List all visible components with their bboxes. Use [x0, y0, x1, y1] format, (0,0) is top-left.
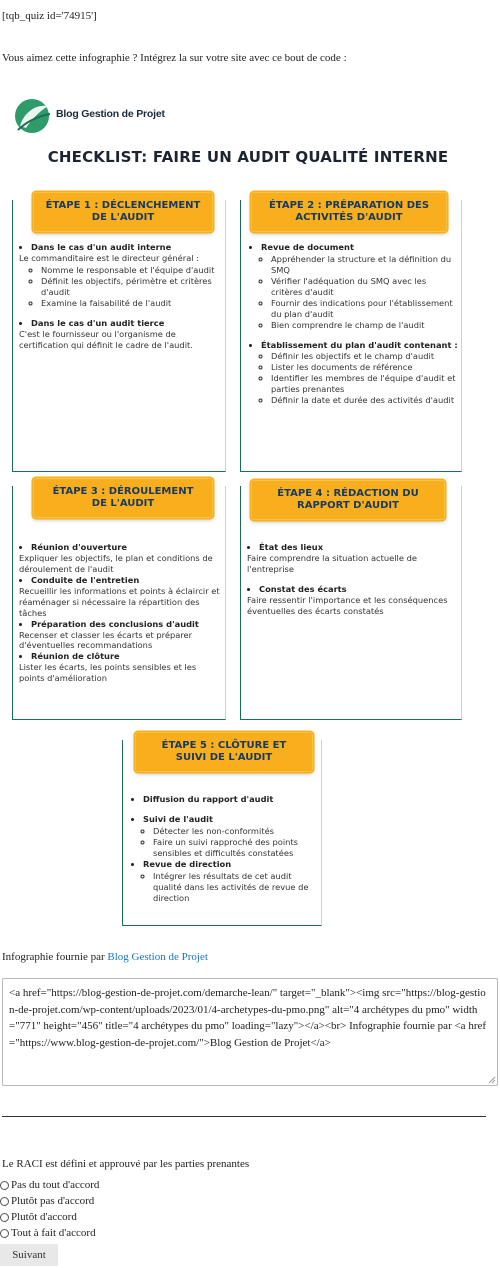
step-3-text: Expliquer les objectifs, le plan et conditions de déroulement de l'audit	[19, 552, 213, 574]
infographic-title: CHECKLIST: FAIRE UN AUDIT QUALITÉ INTERNE	[47, 148, 449, 166]
step-2-card	[240, 200, 462, 472]
list-item: • Dans le cas d'un audit interne	[31, 242, 223, 253]
step-2-title-line1: ÉTAPE 2 : PRÉPARATION DES	[268, 200, 430, 211]
step-5-card	[122, 740, 322, 926]
step-1-title-line2: DE L'AUDIT	[91, 212, 155, 223]
step-4-text: Faire ressentir l'importance et les conséquences éventuelles des écarts constatés	[247, 594, 448, 616]
step-3-title	[33, 478, 213, 518]
step-3-text: Lister les écarts, les points sensibles et les points d'amélioration	[19, 662, 197, 684]
list-item: ◦ Intégrer les résultats de cet audit qualité dans les activités de revue de direction	[153, 871, 317, 904]
list-item: ◦ Appréhender la structure et la définition du SMQ	[271, 254, 459, 276]
credit-link[interactable]: Blog Gestion de Projet	[107, 951, 208, 963]
credit-prefix: Infographie fournie par	[2, 951, 108, 963]
list-item: • Revue de document	[261, 242, 459, 253]
quiz-option[interactable]	[0, 1209, 99, 1225]
step-1-title-line1: ÉTAPE 1 : DÉCLENCHEMENT	[45, 200, 201, 211]
blog-logo	[12, 96, 172, 136]
step-1-card	[12, 200, 226, 472]
quiz-option[interactable]	[0, 1193, 99, 1209]
list-item: ◦ Vérifier l'adéquation du SMQ avec les critères d'audit	[271, 276, 459, 298]
quiz-option[interactable]	[0, 1177, 99, 1193]
section-divider	[2, 1116, 486, 1117]
step-3-text: Recenser et classer les écarts et préparer d'éventuelles recommandations	[19, 629, 193, 651]
step-3-title-line1: ÉTAPE 3 : DÉROULEMENT	[52, 486, 194, 497]
list-item: ◦ Identifier les membres de l'équipe d'audit et parties prenantes	[271, 373, 459, 395]
step-5-body	[131, 794, 317, 903]
step-4-title-line1: ÉTAPE 4 : RÉDACTION DU	[277, 488, 419, 499]
quiz-option-label: Pas du tout d'accord	[11, 1179, 100, 1191]
step-4-body	[247, 542, 457, 617]
embed-intro-text: Vous aimez cette infographie ? Intégrez la sur votre site avec ce bout de code :	[2, 52, 347, 64]
list-item: ◦ Examine la faisabilité de l'audit	[41, 298, 223, 309]
embed-code-textarea[interactable]	[2, 978, 498, 1086]
infographic-credit	[2, 951, 208, 963]
list-item: ◦ Nomme le responsable et l'équipe d'audit	[41, 265, 223, 276]
step-3-text: Recueillir les informations et points à éclaircir et réaménager si nécessaire la répartition des tâches	[19, 585, 220, 618]
list-item: • Diffusion du rapport d'audit	[143, 794, 317, 805]
radio-button[interactable]	[0, 1197, 9, 1206]
list-item: • Préparation des conclusions d'audit	[31, 619, 223, 630]
list-item: ◦ Lister les documents de référence	[271, 362, 459, 373]
quiz-option-label: Tout à fait d'accord	[11, 1227, 96, 1239]
step-3-title-line2: DE L'AUDIT	[91, 498, 155, 509]
list-item: • Établissement du plan d'audit contenant :	[261, 340, 459, 351]
list-item: ◦ Bien comprendre le champ de l'audit	[271, 320, 459, 331]
step-3-card	[12, 486, 226, 720]
step-3-body	[19, 542, 223, 684]
step-1-text-2: C'est le fournisseur ou l'organisme de certification qui définit le cadre de l'audit.	[19, 328, 193, 350]
quiz-option-label: Plutôt pas d'accord	[11, 1195, 95, 1207]
list-item: • Dans le cas d'un audit tierce	[31, 318, 223, 329]
quiz-options	[0, 1177, 99, 1241]
quiz-question: Le RACI est défini et approuvé par les parties prenantes	[2, 1158, 250, 1170]
step-2-body	[249, 242, 459, 406]
leaf-logo-icon	[12, 96, 52, 136]
list-item: • Réunion d'ouverture	[31, 542, 223, 553]
radio-button[interactable]	[0, 1229, 9, 1238]
list-item: • Suivi de l'audit	[143, 814, 317, 825]
step-5-title	[135, 732, 313, 772]
list-item: • Revue de direction	[143, 859, 317, 870]
list-item: • État des lieux	[259, 542, 457, 553]
quiz-option[interactable]	[0, 1225, 99, 1241]
quiz-shortcode: [tqb_quiz id='74915']	[2, 10, 97, 22]
list-item: ◦ Définir les objectifs et le champ d'audit	[271, 351, 459, 362]
radio-button[interactable]	[0, 1181, 9, 1190]
quiz-option-label: Plutôt d'accord	[11, 1211, 77, 1223]
infographic	[8, 88, 488, 948]
step-4-title	[251, 480, 445, 520]
embed-code-text: <a href="https://blog-gestion-de-projet.com/demarche-lean/" target="_blank"><img src="https://blog-gestion-de-projet.com/wp-content/uploads/2023/01/4-archetypes-du-pmo.png" alt="4 archétypes du pmo" width="771" height="456" title="4 archétypes du pmo" loading="lazy"></a><br> Infographie fournie par <a href="https://www.blog-gestion-de-projet.com/">Blog Gestion de Projet</a>	[9, 987, 487, 1049]
list-item: ◦ Fournir des indications pour l'établissement du plan d'audit	[271, 298, 459, 320]
list-item: ◦ Faire un suivi rapproché des points sensibles et difficultés constatées	[153, 837, 317, 859]
step-1-body	[19, 242, 223, 350]
list-item: ◦ Détecter les non-conformités	[153, 826, 317, 837]
resize-grip-icon[interactable]	[488, 1076, 496, 1084]
step-2-title-line2: ACTIVITÉS D'AUDIT	[295, 212, 403, 223]
step-5-title-line2: SUIVI DE L'AUDIT	[175, 752, 273, 763]
radio-button[interactable]	[0, 1213, 9, 1222]
step-4-title-line2: RAPPORT D'AUDIT	[297, 500, 399, 511]
list-item: • Réunion de clôture	[31, 651, 223, 662]
list-item: • Conduite de l'entretien	[31, 575, 223, 586]
list-item: ◦ Définir la date et durée des activités d'audit	[271, 395, 459, 406]
list-item: ◦ Définit les objectifs, périmètre et critères d'audit	[41, 276, 223, 298]
next-button[interactable]: Suivant	[0, 1244, 58, 1266]
step-1-text: Le commanditaire est le directeur général :	[19, 252, 200, 263]
step-1-title	[33, 192, 213, 232]
step-4-card	[240, 486, 462, 720]
step-4-text: Faire comprendre la situation actuelle de l'entreprise	[247, 552, 417, 574]
step-2-title	[251, 192, 447, 232]
list-item: • Constat des écarts	[259, 584, 457, 595]
logo-text: Blog Gestion de Projet	[56, 108, 165, 120]
step-5-title-line1: ÉTAPE 5 : CLÔTURE ET	[161, 740, 287, 751]
